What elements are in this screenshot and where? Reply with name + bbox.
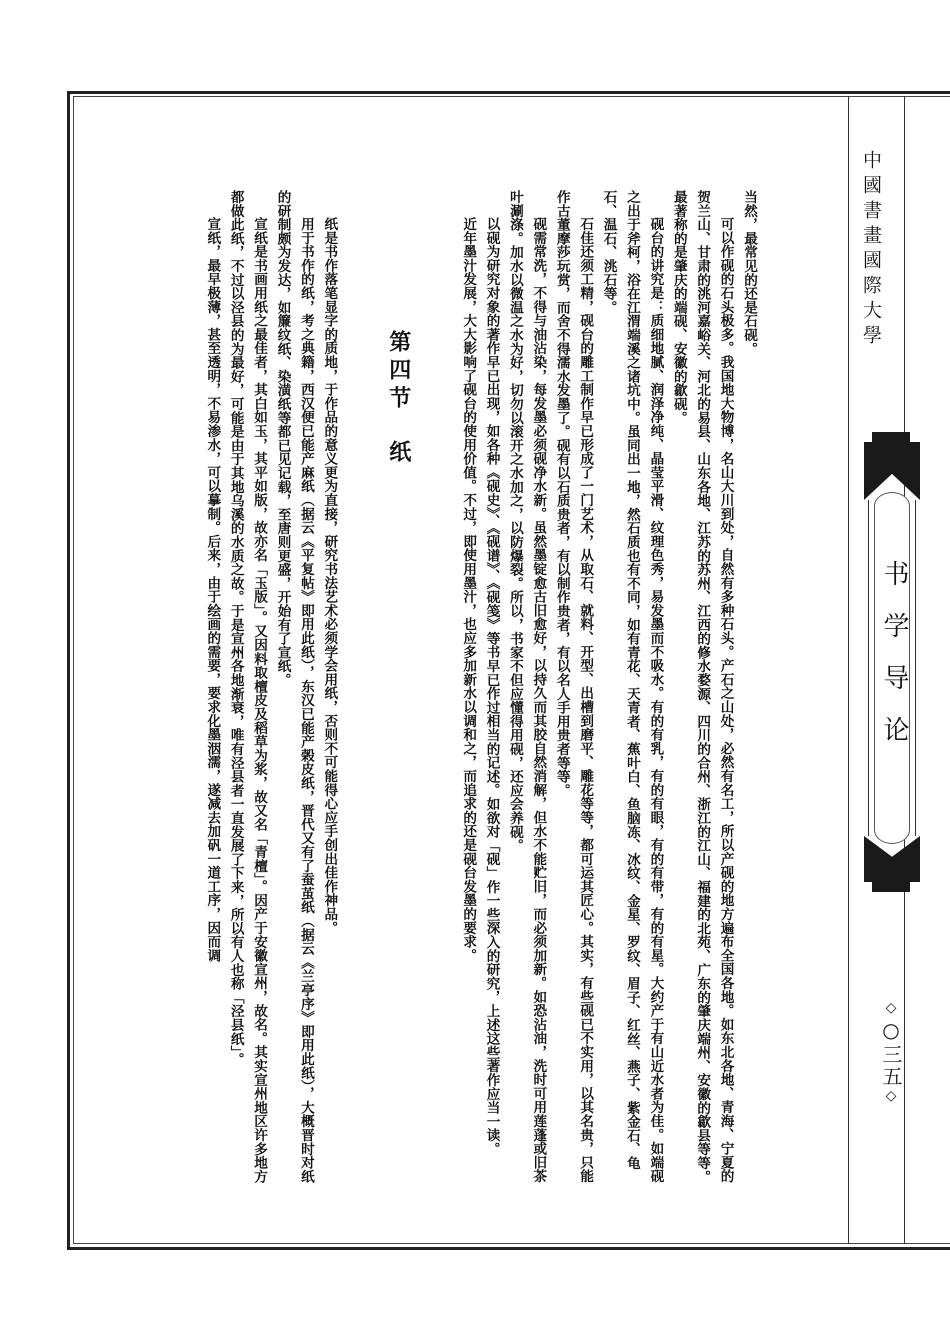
paragraph: 近年墨汁发展，大大影响了砚台的使用价值。不过，即使用墨汁，也应多加新水以调和之，而追求的还是砚台发墨的要求。 [460, 217, 477, 963]
section-title: 纸 [385, 440, 411, 468]
page-number: ○三五 [879, 1018, 903, 1088]
tab-ornament-bottom [872, 882, 910, 892]
paragraph: 砚台的讲究是：质细地腻、润泽净纯、晶莹平滑、纹理色秀，易发墨而不吸水。有的有乳，有的有眼，有的有带，有的有星。大约产于有山近水者为佳。如端砚之出于斧柯，浴在江渭端溪之诸坑中。虽同出一地，然石质也有不同，如有青花、天青者、蕉叶白、鱼脑冻、冰纹、金星、罗纹、眉子、红丝、燕子、紫金石、龟石、温石、洮石等。 [600, 190, 664, 1184]
paragraph: 宣纸是书画用纸之最佳者，其白如玉，其平如版，故亦名「玉版」。又因料取檀皮及稻草为浆，故又名「青檀」。因产于安徽宣州，故名。其实宣州地区许多地方都做此纸，不过以泾县的为最好，可能是由于其地乌溪的水质之故。于是宣州各地渐衰，唯有泾县者一直发展了下来，所以有人也称「泾县纸」。 [227, 190, 268, 1184]
page-number-block [866, 1000, 906, 1106]
section-heading [386, 190, 409, 1190]
institution-name: 中國書畫國際大學 [860, 150, 882, 350]
paragraph: 用于书作的纸，考之典籍，西汉便已能产麻纸（据云《平复帖》即用此纸），东汉已能产榖皮纸，晋代又有了蚕茧纸（据云《兰亭序》即用此纸），大概晋时对纸的研制颇为发达，如簾纹纸、染潢纸等都已见记载，至唐则更盛，开始有了宣纸。 [274, 190, 314, 1184]
diamond-icon: ◇ [883, 1000, 899, 1018]
paragraph: 可以作砚的石头极多。我国地大物博，名山大川到处，自然有多种石头。产石之山处，必然有名工，所以产砚的地方遍布全国各地。如东北各地、青海、宁夏的贺兰山、甘肃的洮河嘉峪关、河北的易县、山东各地、江苏的苏州、江西的修水婺源、四川的合州、浙江的江山、福建的北苑、广东的肇庆端州、安徽的歙县等等。最著称的是肇庆的端砚、安徽的歙砚。 [670, 190, 734, 1184]
diamond-icon: ◇ [883, 1088, 899, 1106]
section-label: 第四节 [385, 330, 411, 414]
main-text-column [200, 190, 760, 1190]
paragraph: 砚需常洗，不得与油沾染，每发墨必须砚净水新。虽然墨锭愈古旧愈好，以持久而其胶自然消解，但水不能贮旧，而必须加新。如恐沾油，洗时可用莲蓬或旧茶叶涮涤。加水以微温之水为好，切勿以滚开之水加之，以防爆裂。所以，书家不但应懂得用砚，还应会养砚。 [506, 190, 547, 1184]
paragraph: 宣纸，最早极薄，甚至透明，不易渗水，可以摹制。后来，由于绘画的需要，要求化墨洇濡，遂减去加矾一道工序，因而调 [204, 217, 221, 963]
paragraph: 纸是书作落笔显字的质地，于作品的意义更为直接，研究书法艺术必须学会用纸，否则不可能得心应手创出佳作神品。 [321, 217, 338, 935]
paragraph: 以砚为研究对象的著作早已出现，如各种《砚史》、《砚谱》、《砚笺》等书早已作过相当的记述。如欲对「砚」作一些深入的研究，上述这些著作应当一读。 [483, 217, 500, 1156]
margin-divider [848, 96, 849, 1244]
tab-ornament-top [872, 432, 910, 442]
paragraph: 当然，最常见的还是石砚。 [741, 190, 757, 356]
book-title: 书学导论 [879, 560, 909, 768]
paragraph: 石佳还须工精，砚台的雕工制作早已形成了一门艺术，从取石、就料、开型、出槽到磨平、雕花等等，都可运其匠心。其实，有些砚已不实用，以其名贵，只能作古董摩莎玩赏，而舍不得濡水发墨了。砚有以石质贵者，有以制作贵者，有以名人手用贵者等等。 [553, 190, 594, 1184]
